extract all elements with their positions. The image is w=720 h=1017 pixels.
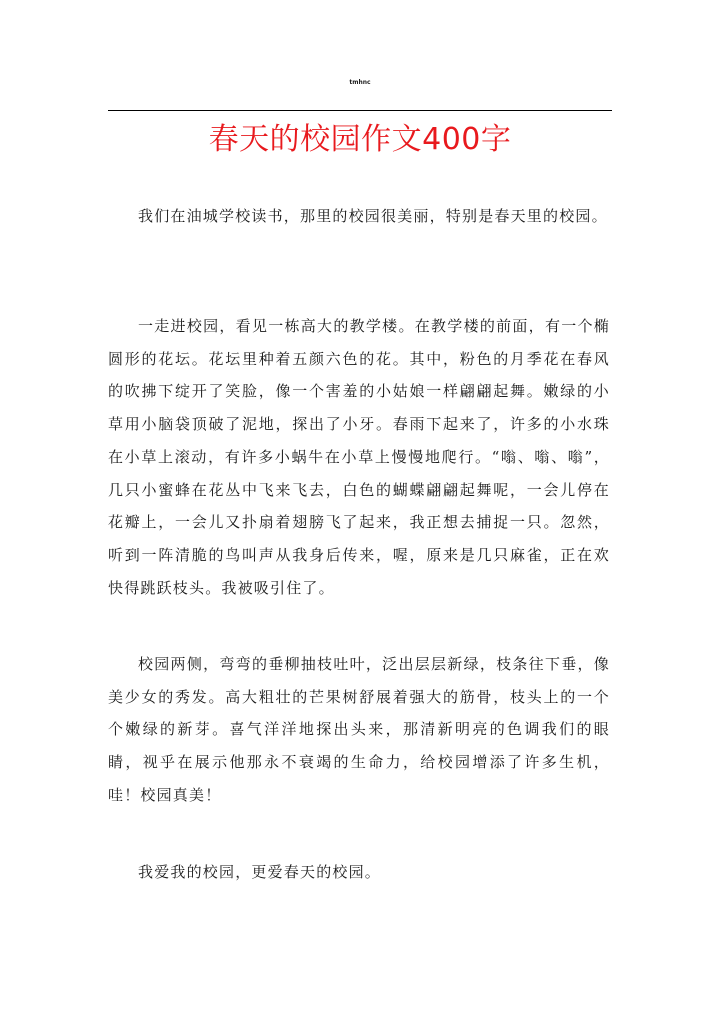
paragraph-trees: 校园两侧，弯弯的垂柳抽枝吐叶，泛出层层新绿，枝条往下垂，像美少女的秀发。高大粗壮的芒果树舒展着强大的筋骨，枝头上的一个个嫩绿的新芽。喜气洋洋地探出头来，那清新明亮的色调我们的眼睛，视乎在展示他那永不衰竭的生命力，给校园增添了许多生机，哇！校园真美！ (108, 655, 610, 804)
paragraph-intro: 我们在油城学校读书，那里的校园很美丽，特别是春天里的校园。 (138, 207, 608, 225)
header-divider (108, 110, 612, 111)
paragraph-conclusion: 我爱我的校园，更爱春天的校园。 (138, 863, 382, 881)
header-mark: tmhnc (349, 79, 371, 86)
paragraph-flower-bed: 一走进校园，看见一栋高大的教学楼。在教学楼的前面，有一个椭圆形的花坛。花坛里种着五颜六色的花。其中，粉色的月季花在春风的吹拂下绽开了笑脸，像一个害羞的小姑娘一样翩翩起舞。嫩绿的小草用小脑袋顶破了泥地，探出了小牙。春雨下起来了，许多的小水珠在小草上滚动，有许多小蜗牛在小草上慢慢地爬行。“嗡、嗡、嗡”，几只小蜜蜂在花丛中飞来飞去，白色的蝴蝶翩翩起舞呢，一会儿停在花瓣上，一会儿又扑扇着翅膀飞了起来，我正想去捕捉一只。忽然，听到一阵清脆的鸟叫声从我身后传来，喔，原来是几只麻雀，正在欢快得跳跃枝头。我被吸引住了。 (108, 317, 610, 597)
document-title: 春天的校园作文400字 (208, 122, 512, 157)
